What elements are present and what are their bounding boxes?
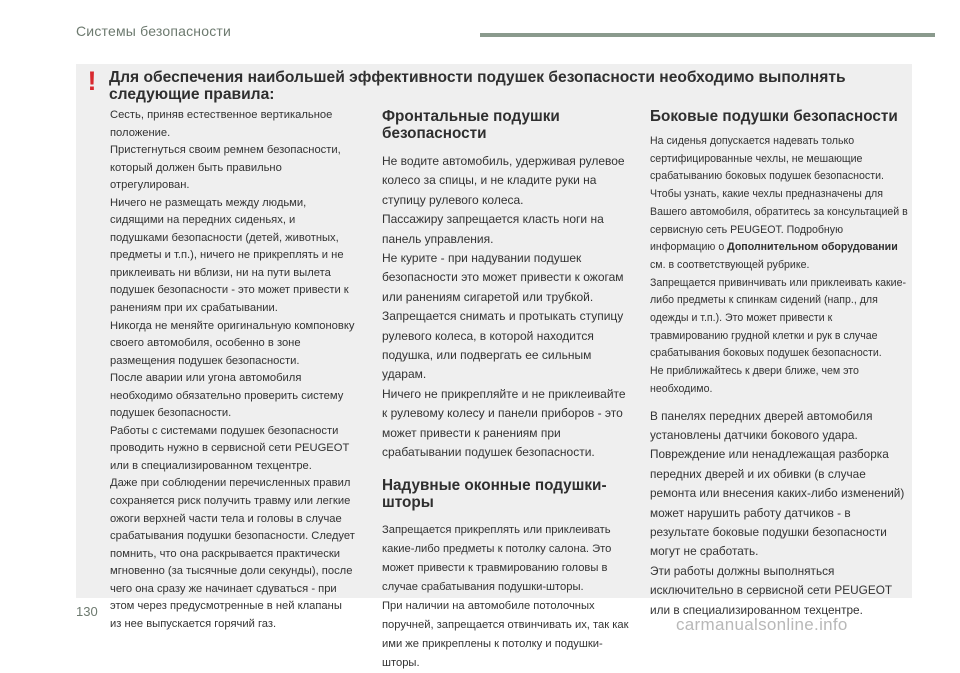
header-divider [480, 33, 935, 37]
frontal-paragraph: Пассажиру запрещается класть ноги на панель управления. [382, 212, 604, 246]
curtain-paragraph: При наличии на автомобиле потолочных поручней, запрещается отвинчивать их, так как ими же прикреплены к потолку и подушки-шторы. [382, 599, 629, 669]
warning-paragraph: Никогда не меняйте оригинальную компоновку своего автомобиля, особенно в зоне размещения подушек безопасности. [110, 319, 355, 367]
exclamation-icon: ! [87, 66, 97, 96]
side-text: На сиденья допускается надевать только сертифицированные чехлы, не мешающие срабатыванию боковых подушек безопасности. Чтобы узнать, какие чехлы предназначены для Вашего автомобиля, обратитесь за консультацией в сервисную сеть PEUGEOT. Подробную информацию о [650, 135, 908, 254]
frontal-paragraph: Запрещается снимать и протыкать ступицу рулевого колеса, в которой находится подушка, или подвергать ее сильным ударам. [382, 309, 624, 382]
curtain-paragraph: Запрещается прикреплять или приклеивать какие-либо предметы к потолку салона. Это может привести к травмированию головы в случае срабатывания подушки-шторы. [382, 523, 612, 593]
side-paragraph [650, 133, 908, 275]
warning-paragraph: Сесть, приняв естественное вертикальное положение. [110, 109, 333, 139]
side-paragraph: Эти работы должны выполняться исключительно в сервисной сети PEUGEOT или в специализированном техцентре. [650, 563, 892, 617]
side-paragraph: Не приближайтесь к двери ближе, чем это необходимо. [650, 365, 859, 395]
side-section-title: Боковые подушки безопасности [650, 108, 898, 125]
side-column [650, 108, 908, 620]
warning-heading: Для обеспечения наибольшей эффективности подушек безопасности необходимо выполнять следующие правила: [109, 69, 846, 103]
side-bold-text: Дополнительном оборудовании [727, 241, 898, 254]
watermark: carmanualsonline.info [676, 615, 848, 634]
side-text: см. в соответствующей рубрике. [650, 258, 810, 271]
warning-paragraph: Ничего не размещать между людьми, сидящими на передних сиденьях, и подушками безопасности (детей, животных, предметы и т.п.), ничего не прикреплять и не приклеивать ни вблизи, ни на пути вылета подушек безопасности - это может привести к ранениям при их срабатывании. [110, 196, 349, 315]
warning-paragraph: Работы с системами подушек безопасности проводить нужно в сервисной сети PEUGEOT или в специализированном техцентре. [110, 424, 350, 472]
header-title: Системы безопасности [76, 23, 232, 39]
warning-column [110, 107, 355, 633]
warning-paragraph: Пристегнуться своим ремнем безопасности, который должен быть правильно отрегулирован. [110, 144, 341, 192]
side-paragraph: Запрещается привинчивать или приклеивать какие-либо предметы к спинкам сидений (напр., для одежды и т.п.). Это может привести к травмированию грудной клетки и рук в случае срабатывания боковых подушек безопасности. [650, 276, 906, 360]
frontal-paragraph: Не курите - при надувании подушек безопасности это может привести к ожогам или ранениям сигаретой или трубкой. [382, 251, 624, 304]
warning-paragraph: Даже при соблюдении перечисленных правил сохраняется риск получить травму или легкие ожоги верхней части тела и головы в случае срабатывания подушки безопасности. Следует помнить, что она раскрывается практически мгновенно (за тысячные доли секунды), после чего она сразу же начинает сдуваться - при этом через предусмотренные в ней клапаны из нее выпускается горячий газ. [110, 477, 355, 630]
frontal-column [382, 108, 632, 673]
frontal-paragraph: Не водите автомобиль, удерживая рулевое колесо за спицы, и не кладите руки на ступицу рулевого колеса. [382, 154, 625, 207]
frontal-paragraph: Ничего не прикрепляйте и не приклеивайте к рулевому колесу и панели приборов - это может привести к ранениям при срабатывании подушек безопасности. [382, 386, 626, 460]
warning-paragraph: После аварии или угона автомобиля необходимо обязательно проверить систему подушек безопасности. [110, 372, 344, 420]
page-number: 130 [76, 604, 98, 619]
frontal-section-title: Фронтальные подушки безопасности [382, 108, 560, 142]
curtain-section-title: Надувные оконные подушки-шторы [382, 476, 607, 511]
side-paragraph: В панелях передних дверей автомобиля установлены датчики бокового удара. Повреждение или ненадлежащая разборка передних дверей и их обивки (в случае ремонта или внесения каких-либо изменений) может нарушить работу датчиков - в результате боковые подушки безопасности могут не сработать. [650, 408, 905, 559]
